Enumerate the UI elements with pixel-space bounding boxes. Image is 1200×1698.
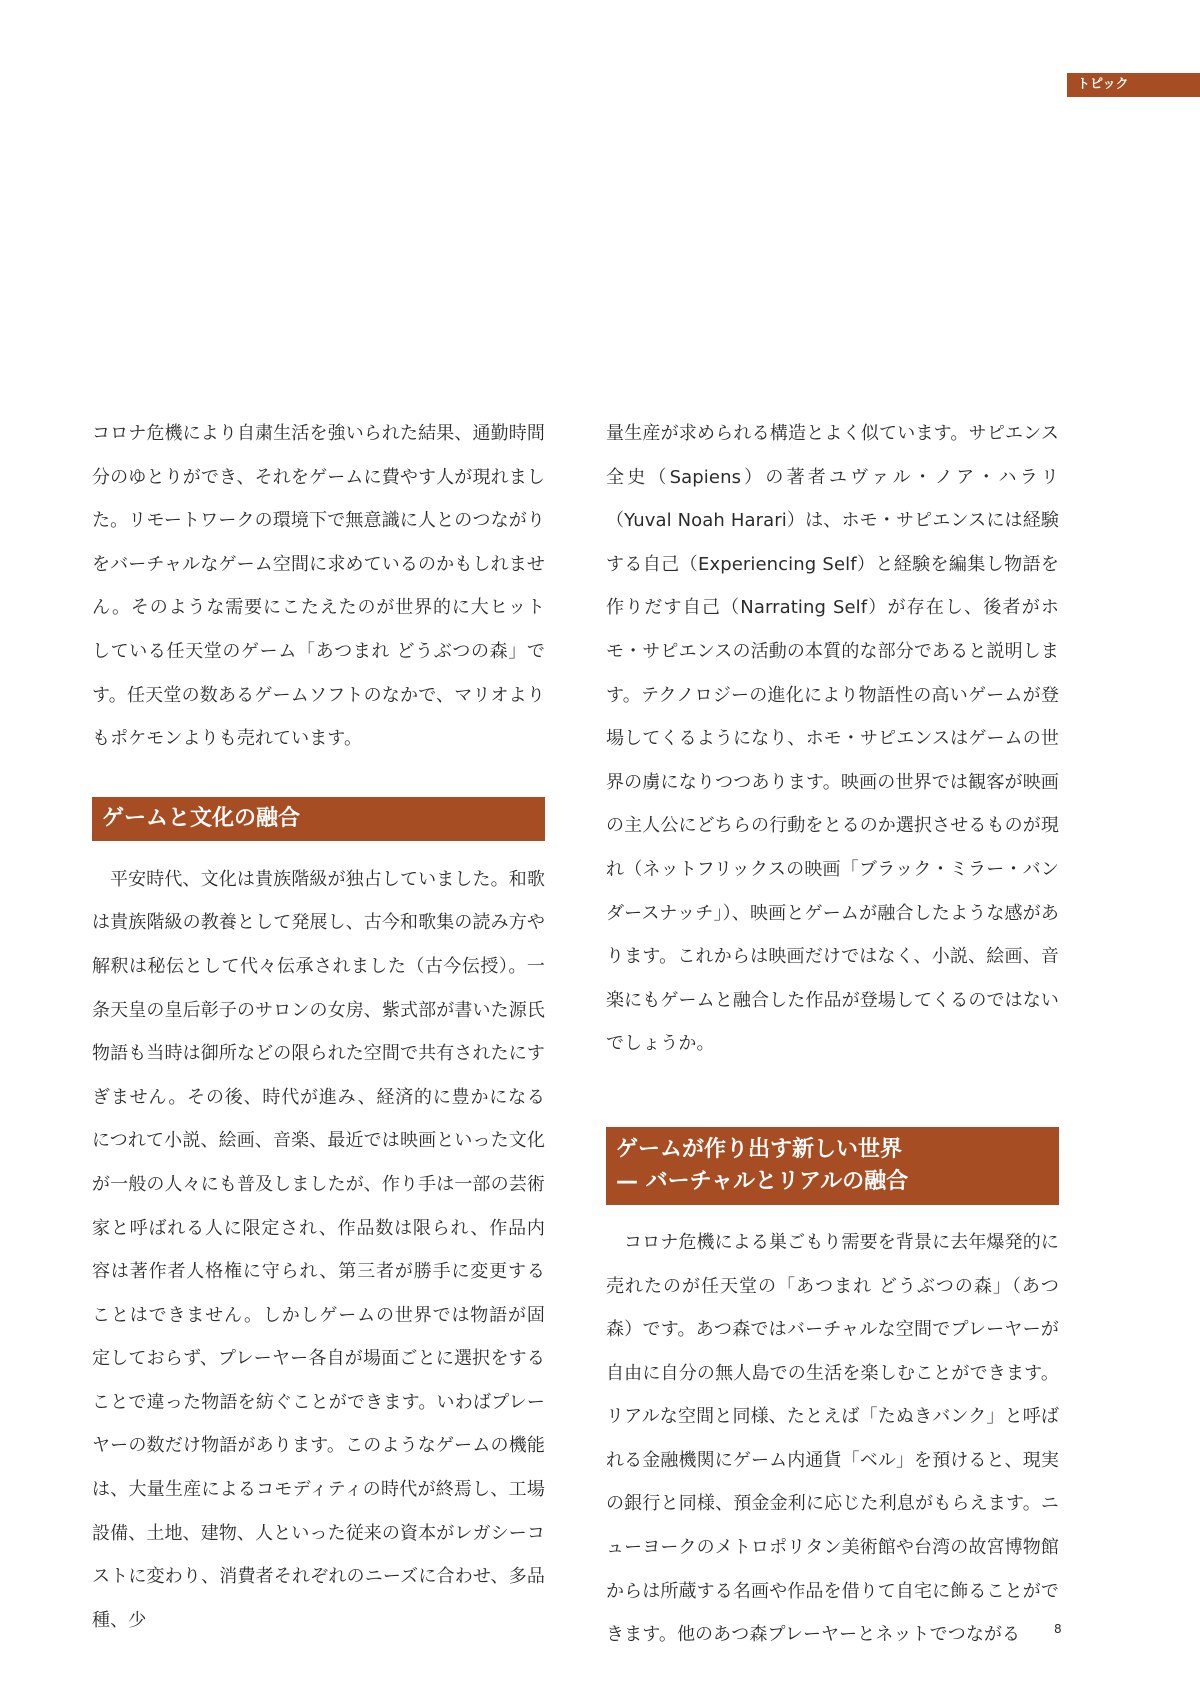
left-column bbox=[92, 412, 545, 1642]
section-heading-culture: ゲームと文化の融合 bbox=[92, 797, 545, 841]
page-number: 8 bbox=[1054, 1622, 1062, 1636]
atsumori-paragraph: コロナ危機による巣ごもり需要を背景に去年爆発的に売れたのが任天堂の「あつまれ どうぶつの森」（あつ森）です。あつ森ではバーチャルな空間でプレーヤーが自由に自分の無人島での生活を楽しむことができます。リアルな空間と同様、たとえば「たぬきバンク」と呼ばれる金融機関にゲーム内通貨「ベル」を預けると、現実の銀行と同様、預金金利に応じた利息がもらえます。ニューヨークのメトロポリタン美術館や台湾の故宮博物館からは所蔵する名画や作品を借りて自宅に飾ることができます。他のあつ森プレーヤーとネットでつながる bbox=[606, 1231, 1059, 1646]
section-heading-virtual-real bbox=[606, 1127, 1059, 1205]
section-heading-line-1: ゲームが作り出す新しい世界 bbox=[616, 1136, 903, 1162]
continued-paragraph: 量生産が求められる構造とよく似ています。サピエンス全史（Sapiens）の著者ユヴァル・ノア・ハラリ（Yuval Noah Harari）は、ホモ・サピエンスには経験する自己（Experiencing Self）と経験を編集し物語を作りだす自己（Narrating Self）が存在し、後者がホモ・サピエンスの活動の本質的な部分であると説明します。テクノロジーの進化により物語性の高いゲームが登場してくるようになり、ホモ・サピエンスはゲームの世界の虜になりつつあります。映画の世界では観客が映画の主人公にどちらの行動をとるのか選択させるものが現れ（ネットフリックスの映画「ブラック・ミラー・バンダースナッチ」）、映画とゲームが融合したような感があります。これからは映画だけではなく、小説、絵画、音楽にもゲームと融合した作品が登場してくるのではないでしょうか。 bbox=[606, 423, 1059, 1055]
intro-paragraph: コロナ危機により自粛生活を強いられた結果、通勤時間分のゆとりができ、それをゲームに費やす人が現れました。リモートワークの環境下で無意識に人とのつながりをバーチャルなゲーム空間に求めているのかもしれません。そのような需要にこたえたのが世界的に大ヒットしている任天堂のゲーム「あつまれ どうぶつの森」です。任天堂の数あるゲームソフトのなかで、マリオよりもポケモンよりも売れています。 bbox=[92, 423, 545, 750]
topic-tab-label: トピック bbox=[1067, 73, 1200, 97]
culture-paragraph: 平安時代、文化は貴族階級が独占していました。和歌は貴族階級の教養として発展し、古今和歌集の読み方や解釈は秘伝として代々伝承されました（古今伝授）。一条天皇の皇后彰子のサロンの女房、紫式部が書いた源氏物語も当時は御所などの限られた空間で共有されたにすぎません。その後、時代が進み、経済的に豊かになるにつれて小説、絵画、音楽、最近では映画といった文化が一般の人々にも普及しましたが、作り手は一部の芸術家と呼ばれる人に限定され、作品数は限られ、作品内容は著作者人格権に守られ、第三者が勝手に変更することはできません。しかしゲームの世界では物語が固定しておらず、プレーヤー各自が場面ごとに選択をすることで違った物語を紡ぐことができます。いわばプレーヤーの数だけ物語があります。このようなゲームの機能は、大量生産によるコモディティの時代が終焉し、工場設備、土地、建物、人といった従来の資本がレガシーコストに変わり、消費者それぞれのニーズに合わせ、多品種、少 bbox=[92, 868, 545, 1631]
section-heading-line-2: — バーチャルとリアルの融合 bbox=[616, 1168, 909, 1194]
right-column bbox=[606, 412, 1059, 1657]
